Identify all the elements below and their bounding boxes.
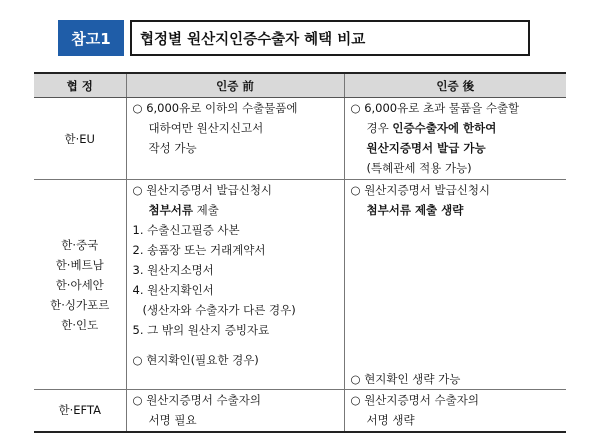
before-cell [126, 390, 344, 432]
text-line: 원산지증명서 발급 가능 [366, 141, 486, 155]
table-row [34, 390, 566, 432]
reference-tag: 참고1 [58, 20, 124, 56]
text-line: 서명 필요 [148, 413, 197, 427]
text-line: 3. 원산지소명서 [132, 263, 214, 277]
text-line: 4. 원산지확인서 [132, 283, 214, 297]
agreement-name: 한·베트남 [55, 257, 104, 272]
page-title: 협정별 원산지인증수출자 혜택 비교 [130, 20, 530, 56]
after-cell [344, 390, 566, 432]
text-line: ○ 원산지증명서 수출자의 [350, 393, 479, 407]
table-row [34, 180, 566, 390]
text-line: 첨부서류 제출 생략 [366, 203, 464, 217]
agreement-cell [34, 98, 126, 180]
agreement-name: 한·중국 [61, 237, 99, 252]
before-cell [126, 180, 344, 390]
text-line: ○ 원산지증명서 발급신청시 [132, 183, 273, 197]
agreement-name: 한·싱가포르 [50, 297, 110, 312]
table-header-row [34, 73, 566, 98]
text-line: (생산자와 수출자가 다른 경우) [142, 303, 296, 317]
text-line: (특혜관세 적용 가능) [366, 161, 472, 175]
comparison-table [34, 72, 566, 433]
header-after: 인증 後 [344, 73, 566, 98]
text-line: ○ 6,000유로 이하의 수출물품에 [132, 101, 298, 115]
text-line: ○ 원산지증명서 수출자의 [132, 393, 261, 407]
text-line: 5. 그 밖의 원산지 증빙자료 [132, 323, 270, 337]
agreement-name: 한·EU [64, 131, 95, 146]
after-cell [344, 180, 566, 390]
text-line: ○ 현지확인 생략 가능 [350, 372, 461, 386]
bold-text-span: 인증수출자에 한하여 [392, 121, 497, 135]
header [58, 20, 530, 56]
text-line: ○ 6,000유로 초과 물품을 수출할 [350, 101, 520, 115]
header-before: 인증 前 [126, 73, 344, 98]
text-span: 제출 [192, 203, 219, 217]
text-line [133, 200, 340, 220]
agreement-cell [34, 390, 126, 432]
text-line [351, 118, 563, 138]
text-line: ○ 현지확인(필요한 경우) [132, 353, 259, 367]
text-line: ○ 원산지증명서 발급신청시 [350, 183, 491, 197]
text-span: 경우 [366, 121, 393, 135]
text-line: 1. 수출신고필증 사본 [132, 223, 240, 237]
text-line: 서명 생략 [366, 413, 415, 427]
after-cell [344, 98, 566, 180]
text-line: 작성 가능 [148, 141, 197, 155]
agreement-name: 한·아세안 [55, 277, 104, 292]
agreement-name: 한·인도 [61, 317, 99, 332]
table-row [34, 98, 566, 180]
before-cell [126, 98, 344, 180]
agreement-cell [34, 180, 126, 390]
text-line: 2. 송품장 또는 거래계약서 [132, 243, 266, 257]
agreement-name: 한·EFTA [58, 403, 101, 418]
header-agreement: 협 정 [34, 73, 126, 98]
bold-text-span: 첨부서류 [148, 203, 193, 217]
text-line: 대하여만 원산지신고서 [148, 121, 264, 135]
